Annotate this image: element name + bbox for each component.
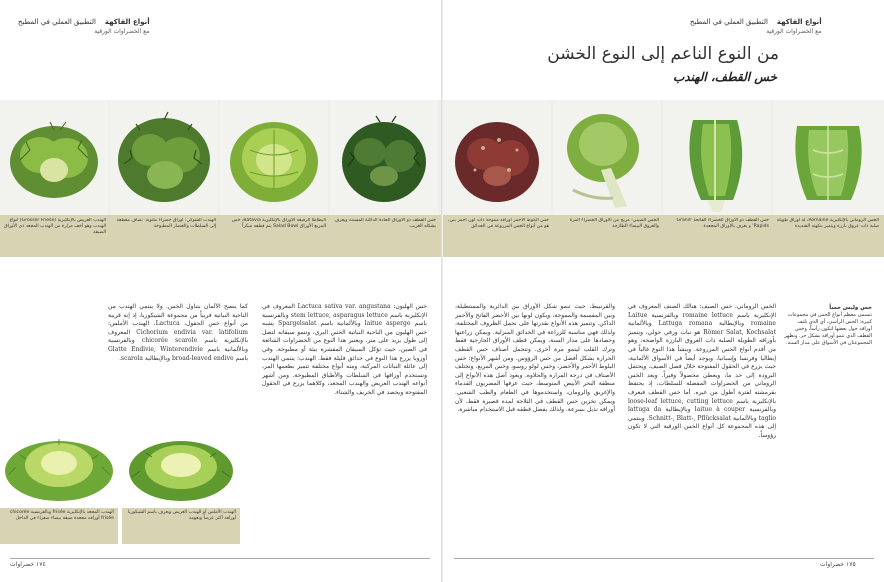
page-gutter [441, 0, 443, 582]
left-page-folio: ١٧٤ خضراوات [10, 561, 46, 568]
left-header-issue: مع الخضراوات الورقية [94, 28, 150, 35]
bottom-photo-row [0, 425, 240, 505]
body-column-1: الخس الروماني، خس الصيف: هنالك الصنف المعروف في الإنكليزية باسم romaine lettuce وبالفرنسية Laitue romaine وبالإيطالية Lattuga romana وبالألمانية Römer Salat, Kochsalat هو نبات ورقي حولي، ويتميز بأوراقه الطويلة الصلبة ذات العروق البارزة الواضحة، وهو من أقدم أنواع الخس المزروعة. وينشأ هذا النوع غالباً في إيطاليا وفرنسا وإسبانيا، ويوجد أيضاً في الأسواق الألمانية، حيث يزرع في الحقول المفتوحة خلال فصل الصيف. ويحتمل البرودة إلى حد ما، ويعطي محصولاً وفيراً. ويعد الخس الروماني من الخضراوات المفضلة للسلطات، إذ يحتفظ بقرمشته لفترة أطول من غيره. أما خس القطف فيعرف بالإنكليزية باسم loose-leaf lettuce, cutting lettuce وبالفرنسية laitue à couper وبالإيطالية lattuga da taglio وبالألمانية Schnitt-, Blatt-, Pflücksalat. وينتمي إلى هذه المجموعة كل أنواع الخس الورقية التي لا تكون رؤوساً. [628, 303, 776, 439]
right-page-header [690, 18, 822, 35]
photo-frisee-large [0, 425, 118, 505]
caption-romaine: الخس الروماني بالإنكليزية Romaine، له أوراق طويلة صلبة ذات عروق بارزة ويتميز بنكهته الشديدة [776, 218, 879, 229]
body-column-3: خس الهليون: Lactuca sativa var. angustana المعروف في الإنكليزية باسم stem lettuce, asparagus lettuce وبالفرنسية باسم laitue asperge وبالألمانية باسم Spargelsalat يشبه خس الهليون من الناحية النباتية الخس البري، وتنمو سيقانه لتصل إلى طول يزيد على متر. ويعتبر هذا النوع من الخضراوات الشائعة في الصين، حيث تؤكل السيقان المقشرة نيئة أو مطبوخة. وفي أوروبا يزرع هذا النوع في حدائق قليلة فقط. الهندب: ينتمي الهندب إلى عائلة النباتات المركبة، ومنه أنواع مختلفة تتميز بطعمها المر، وتستخدم أوراقها في السلطات والأطباق المطبوخة. ومن أشهر أنواعه الهندب العريض والهندب المجعد، وكلاهما يزرع في الحقول المفتوحة ويحصد في الخريف والشتاء. [262, 303, 427, 396]
photo-scarole-large [122, 425, 240, 505]
photo-romaine [773, 100, 884, 215]
body-column-2: والقرنبيط، حيث تنمو شكل الأوراق بين الدائرية والمستطيلة، وبين المقسمة والمموجة، ويكون لونها بين الأخضر الفاتح والأحمر الداكن. وتتميز هذه الأنواع بقدرتها على تحمل الظروف المختلفة، ولذلك فهي مناسبة للزراعة في الحدائق المنزلية. ويمكن زراعتها وحصادها على مدار السنة. ويمكن قطف الأوراق الخارجية فقط وترك القلب لينمو مرة أخرى. وتتحمل أصناف خس القطف الحرارة بشكل أفضل من خس الرؤوس. ومن أشهر الأنواع: خس البلوط الأحمر والأخضر، وخس لولو روسو، وخس المربع. وتختلف الأصناف في درجة المرارة والحلاوة. ويعود أصل هذه الأنواع إلى منطقة البحر الأبيض المتوسط، حيث عرفها المصريون القدماء والإغريق والرومان، واستخدموها في الطعام والطب الشعبي. ويمكن تخزين خس القطف في الثلاجة لمدة قصيرة فقط، لأن أوراقه تذبل بسرعة. ولذلك يفضل قطفه قبل الاستخدام مباشرة. [455, 303, 615, 414]
caption-curly-endive: الهندب الشوكي: أوراق خضراء ملتوية. تضاف مقطعة إلى السلطات والخضار المطبوخة [116, 218, 216, 229]
left-header-section: أنواع الفاكهة [104, 18, 150, 26]
sidebar-box [784, 305, 872, 347]
caption-frisee-large: الهندب المجعد بالإنكليزية frisée وبالفرنسية chicorée frisée أوراقه مجعدة ضيقة بيضاء صفراء في الداخل [0, 508, 118, 544]
page-subtitle: خس القطف، الهندب [672, 70, 777, 84]
photo-red-oakleaf [443, 100, 551, 215]
right-header-issue: مع الخضراوات الورقية [766, 28, 822, 35]
photo-oakleaf-dark [330, 100, 438, 215]
caption-red-oakleaf: خس البلوط الأحمر أوراقه مموجة ذات لون أحمر بني، هو من أنواع الخس المزروعة في الحدائق [447, 218, 549, 229]
photo-frisee [0, 100, 108, 215]
caption-scarole-large: الهندب الأملس أو الهندب العريض ويعرف باسم الشيكوريا أوراقه أكثر عرضاً ونعومة [122, 508, 240, 544]
caption-celtuce: الخس الصيني: مزيج من الأوراق الخضراء المرة والعروق البيضاء الطازجة [569, 218, 659, 229]
right-folio-rule [454, 558, 874, 559]
caption-frisee: الهندب العريض بالإنكليزية (Grosser Friese) أنواع الهندب وهو أخف مرارة من الهندب المجعد ذي الأوراق الضيقة [4, 218, 106, 235]
photo-curly-endive [110, 100, 218, 215]
caption-oakleaf-dark: خس القطف ذو الأوراق الحادة الداكنة المسننة ويعرف بشكله الغريب [334, 218, 436, 229]
right-page-folio: ١٧٥ خضراوات [820, 561, 856, 568]
right-header-section: أنواع الفاكهة [776, 18, 822, 26]
photo-batavia [220, 100, 328, 215]
sidebar-title: خس وليس خساً [829, 305, 872, 311]
caption-batavia: البطاطا الرقيقة الأوراق بالإنكليزية Batavia، خس المربع الأوراق Salad Bowl يتم قطفه مبكراً [231, 218, 326, 229]
photo-celtuce [553, 100, 661, 215]
photo-grand-rapids [663, 100, 771, 215]
caption-grand-rapids: خس القطف ذو الأوراق الخضراء الفاتحة 'Grand Rapids' و يعرف بالأوراق المجعدة [676, 218, 769, 229]
sidebar-text: تتسمى معظم أنواع الخس في مجموعات كبيرة: الخس الرأسي، أي الذي تلتف أوراقه حول بعضها لتكون رأساً، وخس القطف الذي تنمو أوراقه بشكل حر. وتظهر المجموعتان في الأسواق على مدار السنة. [784, 312, 872, 346]
right-header-section-sub: التطبيق العملي في المطبخ [690, 18, 769, 26]
left-folio-rule [10, 558, 430, 559]
body-column-4: كما ينصح الألمان بتناول الخس. ولا ينتمي الهندب من الناحية النباتية فريباً من مجموعة الشيكوريا، إذ إنه قريبة من أنواع خس الحقول، Lactuca. الهندب الأملس: Cichorium endivia var. latifolium المعروف بالإنكليزية باسم chicorée scarole وبالفرنسية وبالألمانية باسم Glatte Endivie, Winterendivie باسم broad-leaved endive وبالإيطالية scarola. [108, 303, 248, 362]
left-header-section-sub: التطبيق العملي في المطبخ [18, 18, 97, 26]
left-page-header [18, 18, 150, 35]
page-title: من النوع الناعم إلى النوع الخشن [547, 44, 779, 64]
